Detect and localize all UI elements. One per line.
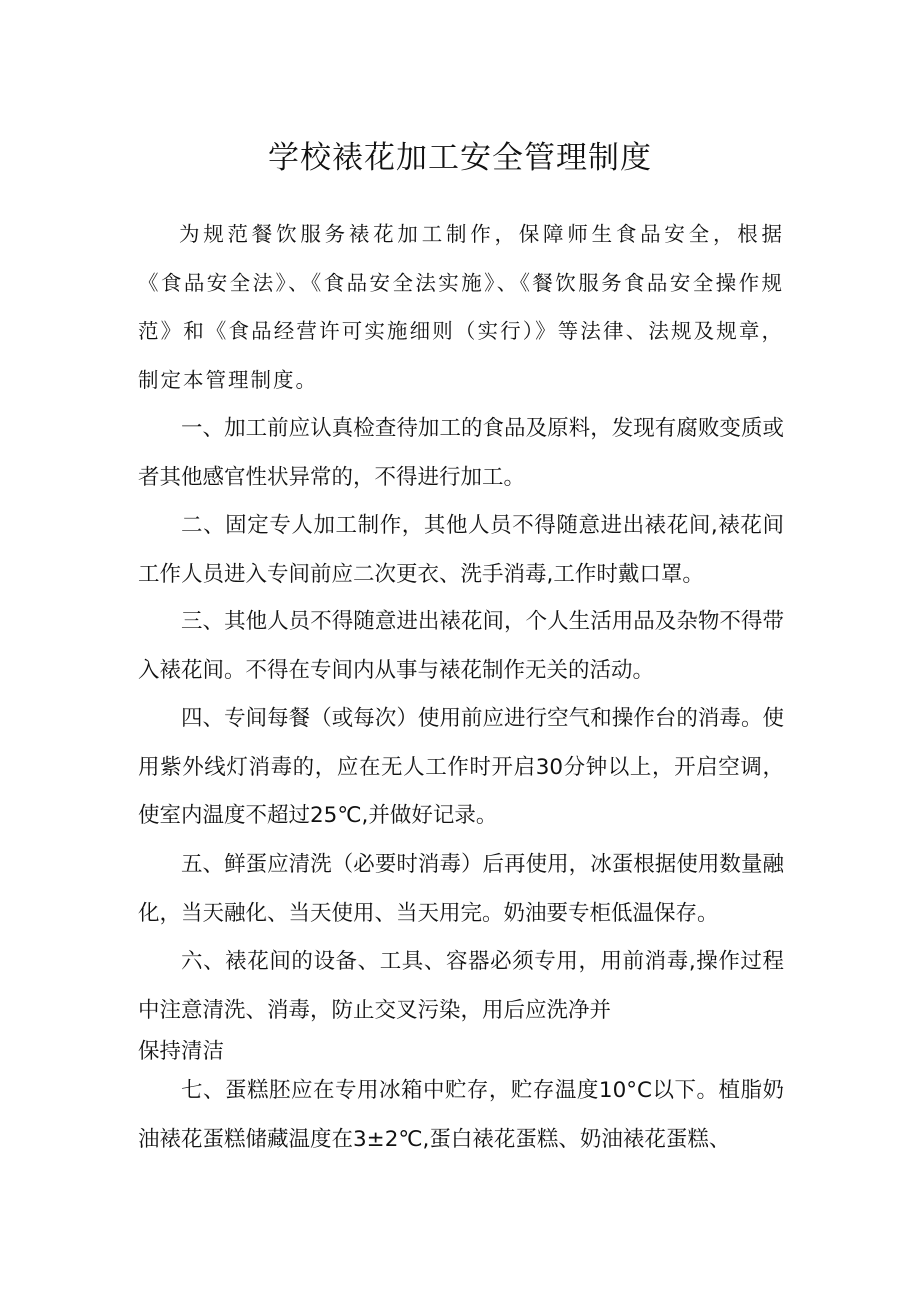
clause-5: 五、鲜蛋应清洗（必要时消毒）后再使用，冰蛋根据使用数量融化，当天融化、当天使用、当天用完。奶油要专柜低温保存。 bbox=[138, 852, 784, 926]
clause-6-text: 六、裱花间的设备、工具、容器必须专用，用前消毒,操作过程中注意清洗、消毒，防止交叉污染，用后应洗净并 bbox=[138, 949, 784, 1023]
clause-2: 二、固定专人加工制作，其他人员不得随意进出裱花间,裱花间工作人员进入专间前应二次更衣、洗手消毒,工作时戴口罩。 bbox=[138, 513, 784, 587]
clause-6-tail: 保持清洁 bbox=[138, 1039, 225, 1065]
clause-7: 七、蛋糕胚应在专用冰箱中贮存，贮存温度10°C以下。植脂奶油裱花蛋糕储藏温度在3±2℃,蛋白裱花蛋糕、奶油裱花蛋糕、 bbox=[138, 1078, 784, 1152]
intro-paragraph: 为规范餐饮服务裱花加工制作，保障师生食品安全，根据《食品安全法》、《食品安全法实施》、《餐饮服务食品安全操作规范》和《食品经营许可实施细则（实行）》等法律、法规及规章，制定本管理制度。 bbox=[138, 222, 784, 392]
clause-3: 三、其他人员不得随意进出裱花间，个人生活用品及杂物不得带入裱花间。不得在专间内从事与裱花制作无关的活动。 bbox=[138, 609, 784, 683]
clause-6 bbox=[138, 938, 784, 1069]
clause-1: 一、加工前应认真检查待加工的食品及原料，发现有腐败变质或者其他感官性状异常的，不得进行加工。 bbox=[138, 416, 784, 490]
clause-4: 四、专间每餐（或每次）使用前应进行空气和操作台的消毒。使用紫外线灯消毒的，应在无人工作时开启30分钟以上，开启空调，使室内温度不超过25℃,并做好记录。 bbox=[138, 706, 784, 829]
document-title: 学校裱花加工安全管理制度 bbox=[268, 140, 652, 176]
